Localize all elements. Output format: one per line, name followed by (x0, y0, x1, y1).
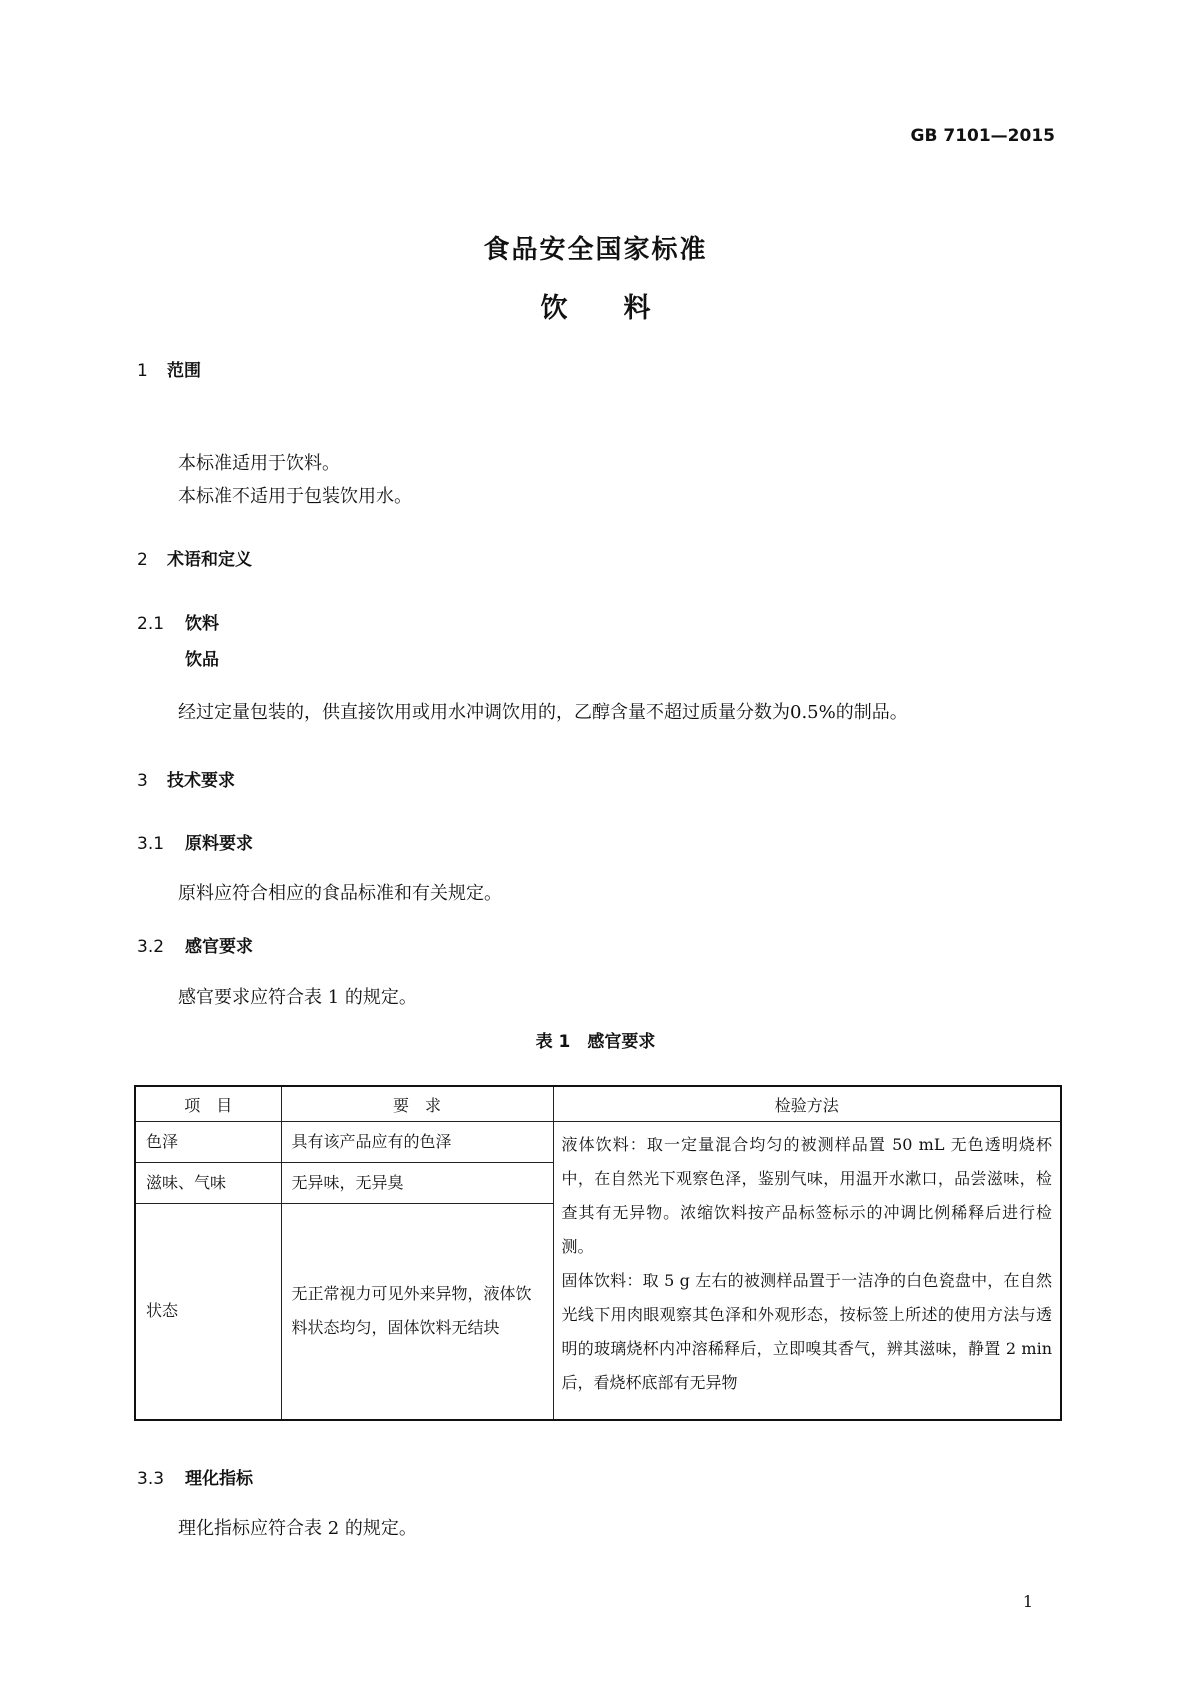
document-title: 食品安全国家标准 (483, 235, 708, 265)
section-3-3-heading (137, 1464, 253, 1489)
section-title: 感官要求 (185, 937, 253, 957)
standard-number: GB 7101—2015 (910, 126, 1055, 146)
section-3-heading (137, 766, 235, 791)
column-header: 要 求 (281, 1086, 553, 1122)
section-2-heading (137, 545, 252, 570)
paragraph: 本标准不适用于包装饮用水。 (178, 486, 412, 507)
table-row (135, 1122, 1061, 1163)
section-title: 理化指标 (185, 1469, 253, 1489)
section-title: 原料要求 (185, 834, 253, 854)
column-header: 项 目 (135, 1086, 281, 1122)
table-caption: 表 1 感官要求 (535, 1032, 656, 1052)
document-subtitle: 饮料 (540, 293, 707, 324)
section-title: 范围 (167, 361, 201, 381)
section-number: 3 (137, 771, 148, 791)
sensory-requirements-table (134, 1085, 1062, 1421)
section-number: 2 (137, 550, 148, 570)
item-cell: 状态 (135, 1204, 281, 1420)
page-number: 1 (1022, 1592, 1033, 1611)
method-liquid: 液体饮料：取一定量混合均匀的被测样品置 50 mL 无色透明烧杯中，在自然光下观察色泽，鉴别气味，用温开水漱口，品尝滋味，检查其有无异物。浓缩饮料按产品标签标示的冲调比例稀释后进行检测。 (561, 1135, 1052, 1256)
item-cell: 色泽 (135, 1122, 281, 1163)
method-cell (553, 1122, 1061, 1420)
paragraph: 原料应符合相应的食品标准和有关规定。 (178, 883, 502, 904)
section-number: 3.1 (137, 834, 165, 854)
requirement-cell: 具有该产品应有的色泽 (281, 1122, 553, 1163)
section-1-heading (137, 356, 201, 381)
section-3-2-heading (137, 932, 253, 957)
column-header: 检验方法 (553, 1086, 1061, 1122)
paragraph: 感官要求应符合表 1 的规定。 (178, 987, 417, 1008)
term: 饮料 (185, 614, 219, 634)
paragraph: 理化指标应符合表 2 的规定。 (178, 1518, 417, 1539)
method-solid: 固体饮料：取 5 g 左右的被测样品置于一洁净的白色瓷盘中，在自然光线下用肉眼观察其色泽和外观形态，按标签上所述的使用方法与透明的玻璃烧杯内冲溶稀释后，立即嗅其香气，辨其滋味，静置 2 min 后，看烧杯底部有无异物 (561, 1271, 1052, 1392)
section-title: 技术要求 (167, 771, 235, 791)
item-cell: 滋味、气味 (135, 1163, 281, 1204)
section-number: 3.3 (137, 1469, 165, 1489)
term-synonym: 饮品 (185, 650, 219, 670)
term-definition: 经过定量包装的，供直接饮用或用水冲调饮用的，乙醇含量不超过质量分数为0.5%的制品。 (178, 702, 908, 723)
requirement-cell: 无异味，无异臭 (281, 1163, 553, 1204)
section-3-1-heading (137, 829, 253, 854)
section-number: 3.2 (137, 937, 165, 957)
section-title: 术语和定义 (167, 550, 252, 570)
section-number: 2.1 (137, 614, 165, 634)
section-number: 1 (137, 361, 148, 381)
requirement-cell: 无正常视力可见外来异物，液体饮料状态均匀，固体饮料无结块 (281, 1204, 553, 1420)
paragraph: 本标准适用于饮料。 (178, 453, 340, 474)
section-2-1-heading (137, 609, 219, 634)
table-header-row (135, 1086, 1061, 1122)
